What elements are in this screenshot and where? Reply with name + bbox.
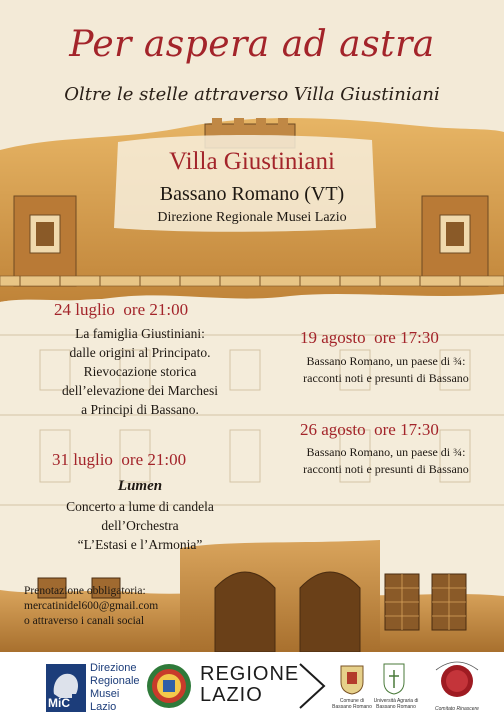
event-31-luglio-date bbox=[52, 450, 186, 470]
mic-line: Direzione bbox=[90, 662, 137, 674]
comitato-caption bbox=[430, 706, 484, 712]
comune-line: Comune di bbox=[339, 698, 365, 704]
event-date: 19 agosto bbox=[300, 328, 366, 347]
event-19-agosto-description bbox=[282, 353, 490, 387]
mic-mark: MiC bbox=[48, 696, 70, 710]
event-line: racconti noti e presunti di Bassano bbox=[303, 462, 469, 476]
event-date: 31 luglio bbox=[52, 450, 113, 469]
event-24-luglio-description bbox=[22, 324, 258, 419]
comitato-line: Rinascere bbox=[456, 706, 479, 712]
event-time: ore 17:30 bbox=[374, 328, 439, 347]
universita-line: Bassano Romano bbox=[376, 704, 416, 710]
footer-logos bbox=[0, 652, 504, 720]
event-19-agosto-date bbox=[300, 328, 439, 348]
regione-chevron-icon bbox=[298, 662, 328, 710]
event-26-agosto-date bbox=[300, 420, 439, 440]
event-title: Per aspera ad astra bbox=[69, 24, 435, 65]
event-time: ore 21:00 bbox=[123, 300, 189, 319]
event-subtitle: Oltre le stelle attraverso Villa Giustiniani bbox=[64, 84, 440, 105]
mic-line: Lazio bbox=[90, 701, 117, 713]
mic-line: Regionale bbox=[90, 675, 140, 687]
comune-crest-icon bbox=[338, 662, 366, 696]
venue-town: Bassano Romano (VT) bbox=[159, 183, 345, 205]
booking-block bbox=[24, 584, 184, 629]
event-time: ore 17:30 bbox=[374, 420, 439, 439]
comitato-seal-icon bbox=[430, 656, 484, 706]
comitato-line: Comitato bbox=[435, 706, 456, 712]
event-26-agosto-description bbox=[282, 444, 490, 478]
event-line: Rievocazione storica bbox=[83, 364, 197, 379]
event-time: ore 21:00 bbox=[121, 450, 187, 469]
event-line: dalle origini al Principato. bbox=[69, 345, 211, 360]
event-line: dell’elevazione dei Marchesi bbox=[62, 383, 218, 398]
booking-label: Prenotazione obbligatoria: bbox=[24, 585, 146, 597]
event-line: racconti noti e presunti di Bassano bbox=[303, 371, 469, 385]
event-line: “L’Estasi e l’Armonia” bbox=[77, 537, 203, 552]
event-31-luglio-description bbox=[22, 497, 258, 554]
comune-line: Bassano Romano bbox=[332, 704, 372, 710]
event-line: dell’Orchestra bbox=[101, 518, 179, 533]
mic-direzione-text bbox=[90, 662, 150, 714]
mic-line: Musei bbox=[90, 688, 120, 700]
venue-name: Villa Giustiniani bbox=[169, 148, 335, 175]
event-line: La famiglia Giustiniani: bbox=[75, 326, 205, 341]
universita-line: Università Agraria di bbox=[373, 698, 419, 704]
venue-organizer: Direzione Regionale Musei Lazio bbox=[157, 210, 347, 225]
regione-lazio-logo bbox=[200, 664, 299, 706]
booking-alt: o attraverso i canali social bbox=[24, 615, 145, 627]
universita-agraria-icon bbox=[380, 660, 408, 696]
event-date: 24 luglio bbox=[54, 300, 115, 319]
event-line: a Principi di Bassano. bbox=[81, 402, 199, 417]
event-24-luglio-date bbox=[54, 300, 188, 320]
booking-email[interactable]: mercatinidel600@gmail.com bbox=[24, 600, 159, 612]
regione-word: REGIONE bbox=[200, 663, 300, 685]
regional-emblem-icon bbox=[146, 660, 192, 712]
mic-logo-icon bbox=[46, 664, 86, 712]
event-lumen-title: Lumen bbox=[117, 478, 163, 494]
event-date: 26 agosto bbox=[300, 420, 366, 439]
universita-caption bbox=[368, 698, 424, 710]
event-line: Bassano Romano, un paese di ¾: bbox=[306, 354, 466, 368]
lazio-word: LAZIO bbox=[200, 684, 263, 706]
event-line: Concerto a lume di candela bbox=[66, 499, 214, 514]
event-line: Bassano Romano, un paese di ¾: bbox=[306, 445, 466, 459]
